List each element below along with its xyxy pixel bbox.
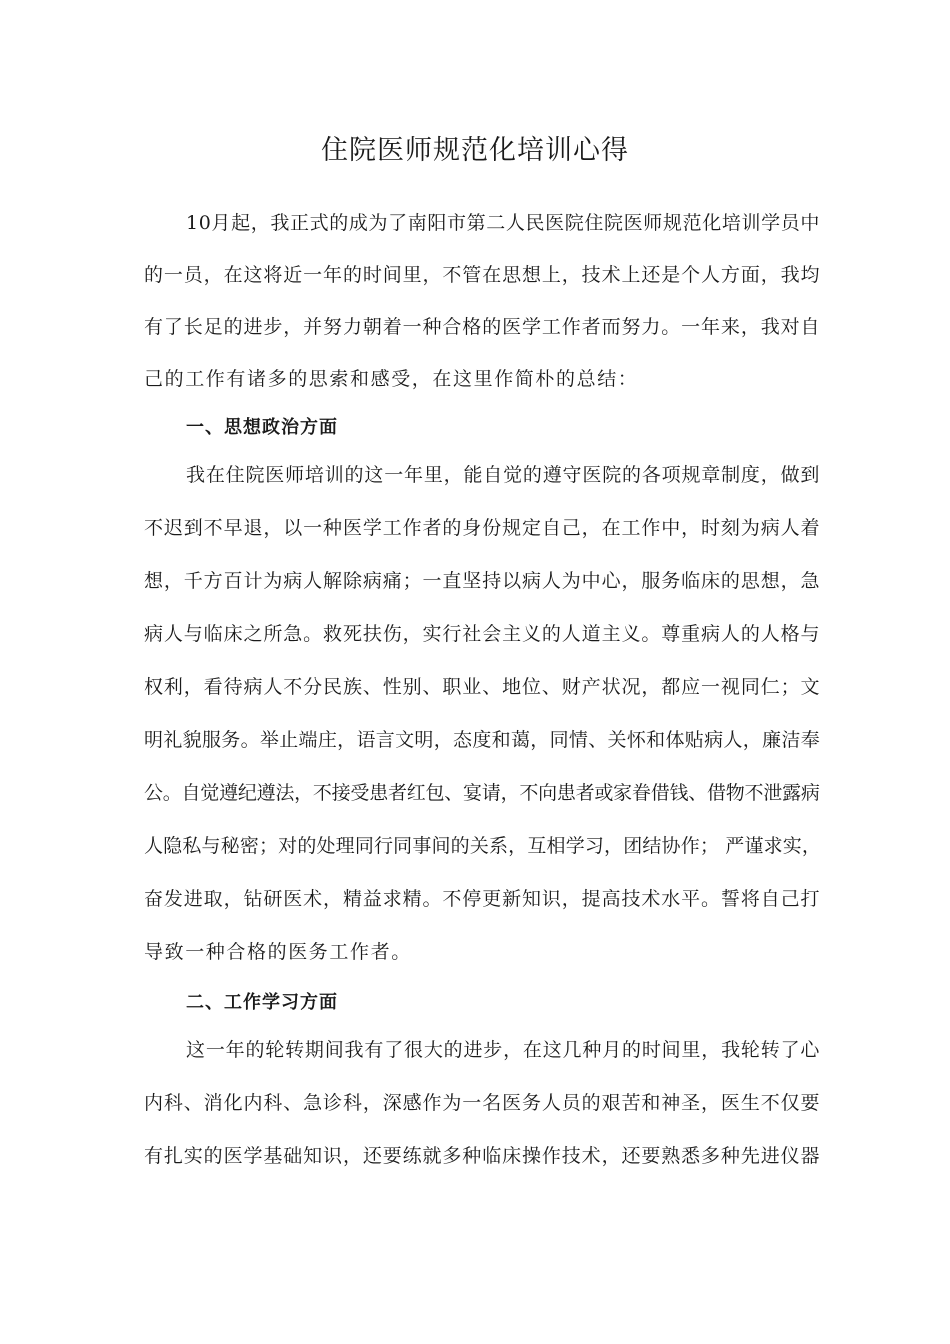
paragraph-line: 内科、消化内科、急诊科，深感作为一名医务人员的艰苦和神圣，医生不仅要 [144, 1092, 821, 1114]
paragraph-line: 有扎实的医学基础知识，还要练就多种临床操作技术，还要熟悉多种先进仪器 [144, 1145, 821, 1167]
paragraph-line: 这一年的轮转期间我有了很大的进步，在这几种月的时间里，我轮转了心 [186, 1039, 821, 1061]
paragraph-line: 我在住院医师培训的这一年里，能自觉的遵守医院的各项规章制度，做到 [186, 464, 821, 486]
paragraph-line: 奋发进取，钻研医术，精益求精。不停更新知识，提高技术水平。誓将自己打 [144, 888, 821, 910]
paragraph-line: 有了长足的进步，并努力朝着一种合格的医学工作者而努力。一年来，我对自 [144, 316, 821, 338]
paragraph-line: 导致一种合格的医务工作者。 [144, 941, 412, 963]
paragraph-line: 病人与临床之所急。救死扶伤，实行社会主义的人道主义。尊重病人的人格与 [144, 623, 821, 645]
paragraph-line: 想，千方百计为病人解除病痛；一直坚持以病人为中心，服务临床的思想，急 [144, 570, 821, 592]
document-title: 住院医师规范化培训心得 [321, 135, 629, 166]
section-heading-1: 一、思想政治方面 [186, 417, 338, 438]
paragraph-line: 不迟到不早退，以一种医学工作者的身份规定自己，在工作中，时刻为病人着 [144, 517, 821, 539]
paragraph-line: 己的工作有诸多的思索和感受，在这里作简朴的总结： [144, 368, 639, 390]
paragraph-line: 明礼貌服务。举止端庄，语言文明，态度和蔼，同情、关怀和体贴病人，廉洁奉 [144, 729, 821, 751]
section-heading-2: 二、工作学习方面 [186, 992, 338, 1013]
paragraph-line: 公。自觉遵纪遵法，不接受患者红包、宴请，不向患者或家眷借钱、借物不泄露病 [144, 782, 820, 804]
paragraph-line: 的一员，在这将近一年的时间里，不管在思想上，技术上还是个人方面，我均 [144, 264, 821, 286]
paragraph-line: 人隐私与秘密；对的处理同行同事间的关系，互相学习，团结协作； 严谨求实， [144, 835, 822, 857]
paragraph-line: 10月起，我正式的成为了南阳市第二人民医院住院医师规范化培训学员中 [186, 212, 820, 234]
paragraph-line: 权利，看待病人不分民族、性别、职业、地位、财产状况，都应一视同仁；文 [144, 676, 821, 698]
